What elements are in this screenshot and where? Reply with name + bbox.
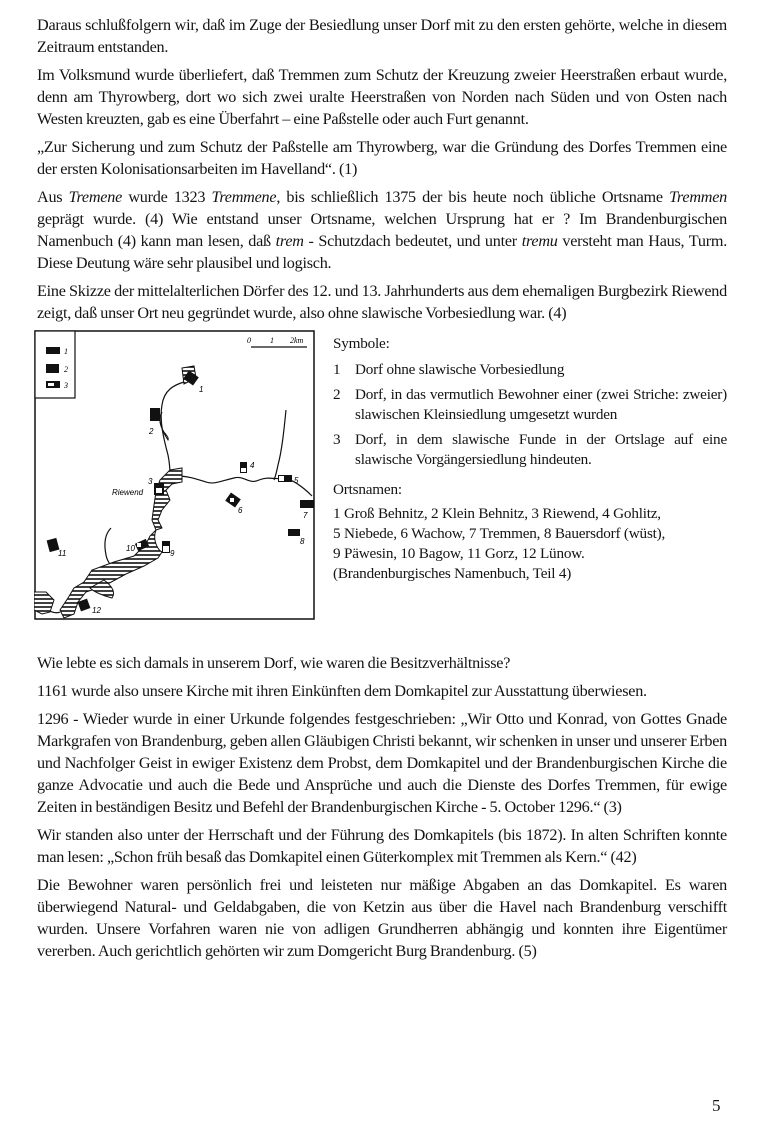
text-run: Die Bewohner waren persönlich frei und leisteten nur mäßige Abgaben an das Domkapitel. Es waren überwiegend Natural- und Geldabgaben, die von Ketzin aus über die Havel nach Brandenburg verschifft wurden. Unsere Vorfahren waren nie von adligen Grundherren abhängig und konnten ihre Eigentümer vererben. Auch gerichtlich gehörten wir zum Domgericht Burg Brandenburg. (5) xyxy=(37,876,727,960)
text-run: Aus xyxy=(37,188,69,206)
place-names-heading: Ortsnamen: xyxy=(333,481,402,498)
text-run: - Schutzdach bedeutet, und unter xyxy=(303,232,522,250)
symbol-item xyxy=(333,360,727,380)
text-run: Im Volksmund wurde überliefert, daß Tremmen zum Schutz der Kreuzung zweier Heerstraßen erbaut wurde, denn am Thyrowberg, dort wo sich zwei uralte Heerstraßen von Norden nach Süden und von Osten nach Westen kreuzten, gab es eine Überfahrt – eine Paßstelle oder auch Furt genannt. xyxy=(37,66,727,128)
village-label-8: 8 xyxy=(300,537,305,546)
symbol-description: Dorf, in dem slawische Funde in der Ortslage auf eine slawische Vorgängersiedlung hindeuten. xyxy=(355,431,727,468)
symbol-number: 1 xyxy=(333,361,341,378)
village-label-5: 5 xyxy=(294,476,299,485)
scale-label-1: 1 xyxy=(270,336,274,345)
paragraph xyxy=(37,824,727,868)
text-run: versteht man Haus, Turm. Diese Deutung wäre sehr plausibel und logisch. xyxy=(37,232,727,272)
scale-label-0: 0 xyxy=(247,336,251,345)
symbol-description: Dorf, in das vermutlich Bewohner einer (zwei Striche: zweier) slawischen Kleinsiedlung umgesetzt wurden xyxy=(355,386,727,423)
symbol-number: 3 xyxy=(333,431,341,448)
symbol-number: 2 xyxy=(333,386,341,403)
italic-term: tremu xyxy=(521,232,558,250)
paragraph xyxy=(37,874,727,962)
village-label-7: 7 xyxy=(303,511,308,520)
text-run: , bis schließlich 1375 der bis heute noch übliche Ortsname xyxy=(276,188,670,206)
place-names-line: 1 Groß Behnitz, 2 Klein Behnitz, 3 Riewend, 4 Gohlitz, xyxy=(333,505,661,522)
text-run: 1161 wurde also unsere Kirche mit ihren Einkünften dem Domkapitel zur Ausstattung überwiesen. xyxy=(37,682,647,700)
text-run: Eine Skizze der mittelalterlichen Dörfer des 12. und 13. Jahrhunderts aus dem ehemaligen Burgbezirk Riewend zeigt, daß unser Ort neu gegründet wurde, also ohne slawische Vorbesiedlung war. (4) xyxy=(37,282,727,322)
village-label-11: 11 xyxy=(58,549,67,558)
document-page xyxy=(37,14,727,968)
place-names-line: 5 Niebede, 6 Wachow, 7 Tremmen, 8 Bauersdorf (wüst), xyxy=(333,525,666,542)
place-names xyxy=(333,480,727,584)
italic-term: Tremmen xyxy=(669,188,727,206)
text-run: Daraus schlußfolgern wir, daß im Zuge der Besiedlung unser Dorf mit zu den ersten gehörte, welche in diesem Zeitraum entstanden. xyxy=(37,16,727,56)
village-8 xyxy=(288,529,300,536)
map-svg xyxy=(34,330,315,625)
settlement-map xyxy=(34,330,315,625)
legend-symbol-2 xyxy=(46,364,59,373)
scale-label-2: 2km xyxy=(290,336,304,345)
italic-term: Tremene xyxy=(68,188,123,206)
village-label-10: 10 xyxy=(126,544,135,553)
place-label-riewend: Riewend xyxy=(112,488,144,497)
village-7 xyxy=(300,500,314,508)
italic-term: Tremmene xyxy=(211,188,277,206)
text-run: geprägt wurde. (4) Wie entstand unser Ortsname, welchen Ursprung hat er ? Im Brandenburgischen Namenbuch (4) kann man lesen, daß xyxy=(37,210,727,250)
paragraph xyxy=(37,680,727,702)
text-run: 1296 - Wieder wurde in einer Urkunde folgendes festgeschrieben: „Wir Otto und Konrad, von Gottes Gnade Markgrafen von Brandenburg, geben allen Gläubigen Christi bekannt, wir schenken in unser und unserer Erben und Nachfolger Geist in ewiger Existenz dem Probst, dem Domkapitel und der Brandenburgischen Kirche die ganze Advocatie und auch die Bede und Ansprüche und auch die Dienste des Dorfes Tremmen, für ewige Zeiten in beständigen Besitz und Befehl der Brandenburgischen Kirche - 5. October 1296.“ (3) xyxy=(37,710,727,816)
paragraph xyxy=(37,652,727,674)
place-names-line: 9 Päwesin, 10 Bagow, 11 Gorz, 12 Lünow. xyxy=(333,545,585,562)
text-run: Wie lebte es sich damals in unserem Dorf, wie waren die Besitzverhältnisse? xyxy=(37,654,511,672)
symbols-heading: Symbole: xyxy=(333,335,390,352)
paragraph xyxy=(37,186,727,274)
paragraph xyxy=(37,708,727,818)
map-legend-box xyxy=(35,331,75,398)
legend-key-2: 2 xyxy=(64,365,68,374)
village-label-2: 2 xyxy=(149,427,154,436)
village-label-3: 3 xyxy=(148,477,153,486)
text-run: „Zur Sicherung und zum Schutz der Paßstelle am Thyrowberg, war die Gründung des Dorfes Tremmen eine der ersten Kolonisationsarbeiten im Havelland“. (1) xyxy=(37,138,727,178)
legend-key-3: 3 xyxy=(64,381,68,390)
village-label-4: 4 xyxy=(250,461,255,470)
paragraph xyxy=(37,136,727,180)
village-label-6: 6 xyxy=(238,506,243,515)
text-run: Wir standen also unter der Herrschaft und der Führung des Domkapitels (bis 1872). In alten Schriften konnte man lesen: „Schon früh besaß das Domkapitel einen Güterkomplex mit Tremmen als Kern.“ (42) xyxy=(37,826,727,866)
village-2 xyxy=(150,408,160,421)
village-label-9: 9 xyxy=(170,549,175,558)
text-block-top xyxy=(37,14,727,324)
paragraph xyxy=(37,64,727,130)
legend-key-1: 1 xyxy=(64,347,68,356)
symbol-description: Dorf ohne slawische Vorbesiedlung xyxy=(355,361,565,378)
italic-term: trem xyxy=(275,232,304,250)
text-block-bottom xyxy=(37,652,727,962)
map-legend-text xyxy=(333,334,727,584)
map-figure xyxy=(37,330,727,646)
village-label-1: 1 xyxy=(199,385,204,394)
symbol-item xyxy=(333,430,727,470)
text-run: wurde 1323 xyxy=(122,188,212,206)
village-label-12: 12 xyxy=(92,606,101,615)
legend-symbol-1 xyxy=(46,347,60,354)
symbol-item xyxy=(333,385,727,425)
paragraph xyxy=(37,14,727,58)
page-number: 5 xyxy=(712,1096,721,1115)
paragraph xyxy=(37,280,727,324)
place-names-source: (Brandenburgisches Namenbuch, Teil 4) xyxy=(333,565,572,582)
